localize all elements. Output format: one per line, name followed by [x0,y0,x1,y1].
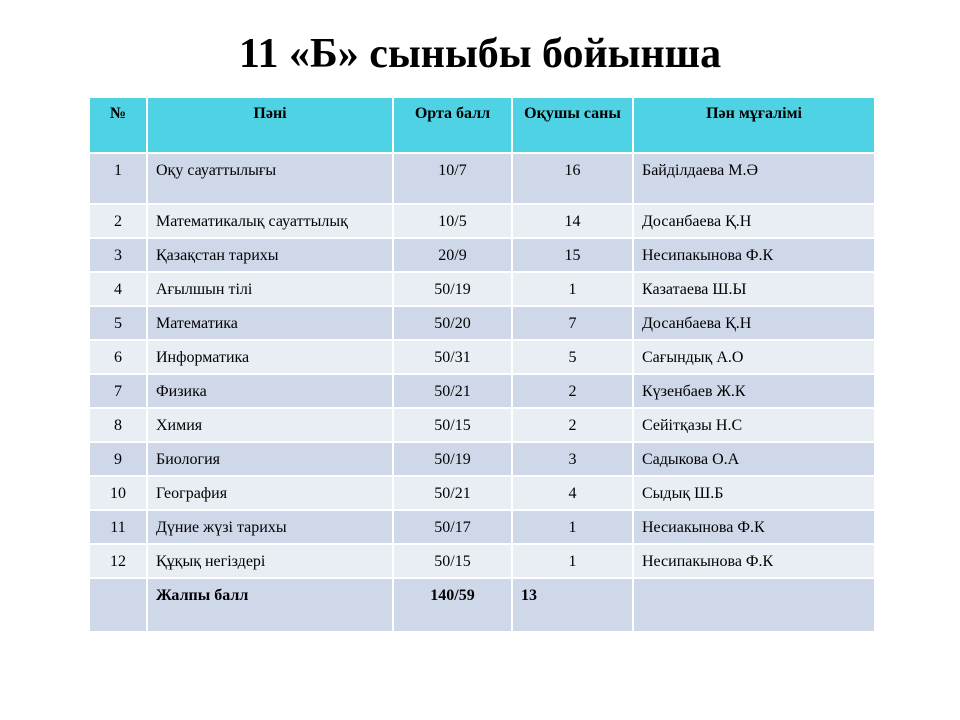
total-number-cell [89,578,147,632]
cell-number: 1 [89,153,147,204]
cell-teacher: Досанбаева Қ.Н [633,204,875,238]
cell-teacher: Досанбаева Қ.Н [633,306,875,340]
cell-average-score: 50/20 [393,306,512,340]
cell-subject: Физика [147,374,393,408]
cell-number: 3 [89,238,147,272]
header-teacher: Пән мұғалімі [633,97,875,153]
cell-subject: Химия [147,408,393,442]
header-subject: Пәні [147,97,393,153]
header-number: № [89,97,147,153]
cell-average-score: 50/31 [393,340,512,374]
total-label: Жалпы балл [147,578,393,632]
cell-teacher: Сағындық А.О [633,340,875,374]
table-row [89,153,875,204]
cell-teacher: Несипакынова Ф.К [633,544,875,578]
grades-table [88,96,876,633]
cell-teacher: Несипакынова Ф.К [633,238,875,272]
cell-subject: Оқу сауаттылығы [147,153,393,204]
cell-teacher: Садыкова О.А [633,442,875,476]
table-row [89,544,875,578]
cell-teacher: Күзенбаев Ж.К [633,374,875,408]
cell-average-score: 50/15 [393,408,512,442]
cell-student-count: 5 [512,340,633,374]
cell-subject: Информатика [147,340,393,374]
cell-number: 11 [89,510,147,544]
cell-student-count: 4 [512,476,633,510]
header-student-count: Оқушы саны [512,97,633,153]
cell-average-score: 50/17 [393,510,512,544]
table-row [89,408,875,442]
table-row [89,306,875,340]
table-row [89,204,875,238]
cell-average-score: 50/19 [393,272,512,306]
cell-teacher: Байділдаева М.Ә [633,153,875,204]
cell-subject: Биология [147,442,393,476]
cell-average-score: 50/21 [393,374,512,408]
cell-student-count: 1 [512,272,633,306]
cell-number: 10 [89,476,147,510]
cell-student-count: 16 [512,153,633,204]
cell-teacher: Несиакынова Ф.К [633,510,875,544]
cell-average-score: 50/19 [393,442,512,476]
cell-number: 7 [89,374,147,408]
cell-average-score: 50/21 [393,476,512,510]
cell-subject: Ағылшын тілі [147,272,393,306]
cell-subject: Құқық негіздері [147,544,393,578]
cell-subject: География [147,476,393,510]
cell-student-count: 2 [512,374,633,408]
total-student-count: 13 [512,578,633,632]
cell-student-count: 2 [512,408,633,442]
table-row [89,272,875,306]
table-row [89,476,875,510]
cell-average-score: 50/15 [393,544,512,578]
cell-subject: Қазақстан тарихы [147,238,393,272]
cell-number: 5 [89,306,147,340]
cell-student-count: 14 [512,204,633,238]
cell-teacher: Сейітқазы Н.С [633,408,875,442]
cell-number: 2 [89,204,147,238]
cell-student-count: 1 [512,510,633,544]
total-row [89,578,875,632]
cell-subject: Дүние жүзі тарихы [147,510,393,544]
slide-title: 11 «Б» сыныбы бойынша [238,31,722,77]
cell-average-score: 10/5 [393,204,512,238]
table-row [89,340,875,374]
cell-subject: Математикалық сауаттылық [147,204,393,238]
cell-number: 4 [89,272,147,306]
cell-average-score: 10/7 [393,153,512,204]
cell-teacher: Казатаева Ш.Ы [633,272,875,306]
cell-student-count: 7 [512,306,633,340]
cell-subject: Математика [147,306,393,340]
cell-student-count: 3 [512,442,633,476]
cell-number: 8 [89,408,147,442]
table-row [89,374,875,408]
header-average-score: Орта балл [393,97,512,153]
table-row [89,442,875,476]
table-row [89,238,875,272]
table-row [89,510,875,544]
cell-teacher: Сыдық Ш.Б [633,476,875,510]
cell-number: 12 [89,544,147,578]
cell-average-score: 20/9 [393,238,512,272]
cell-number: 6 [89,340,147,374]
cell-student-count: 15 [512,238,633,272]
cell-number: 9 [89,442,147,476]
total-average-score: 140/59 [393,578,512,632]
total-teacher-cell [633,578,875,632]
table-header-row [89,97,875,153]
cell-student-count: 1 [512,544,633,578]
